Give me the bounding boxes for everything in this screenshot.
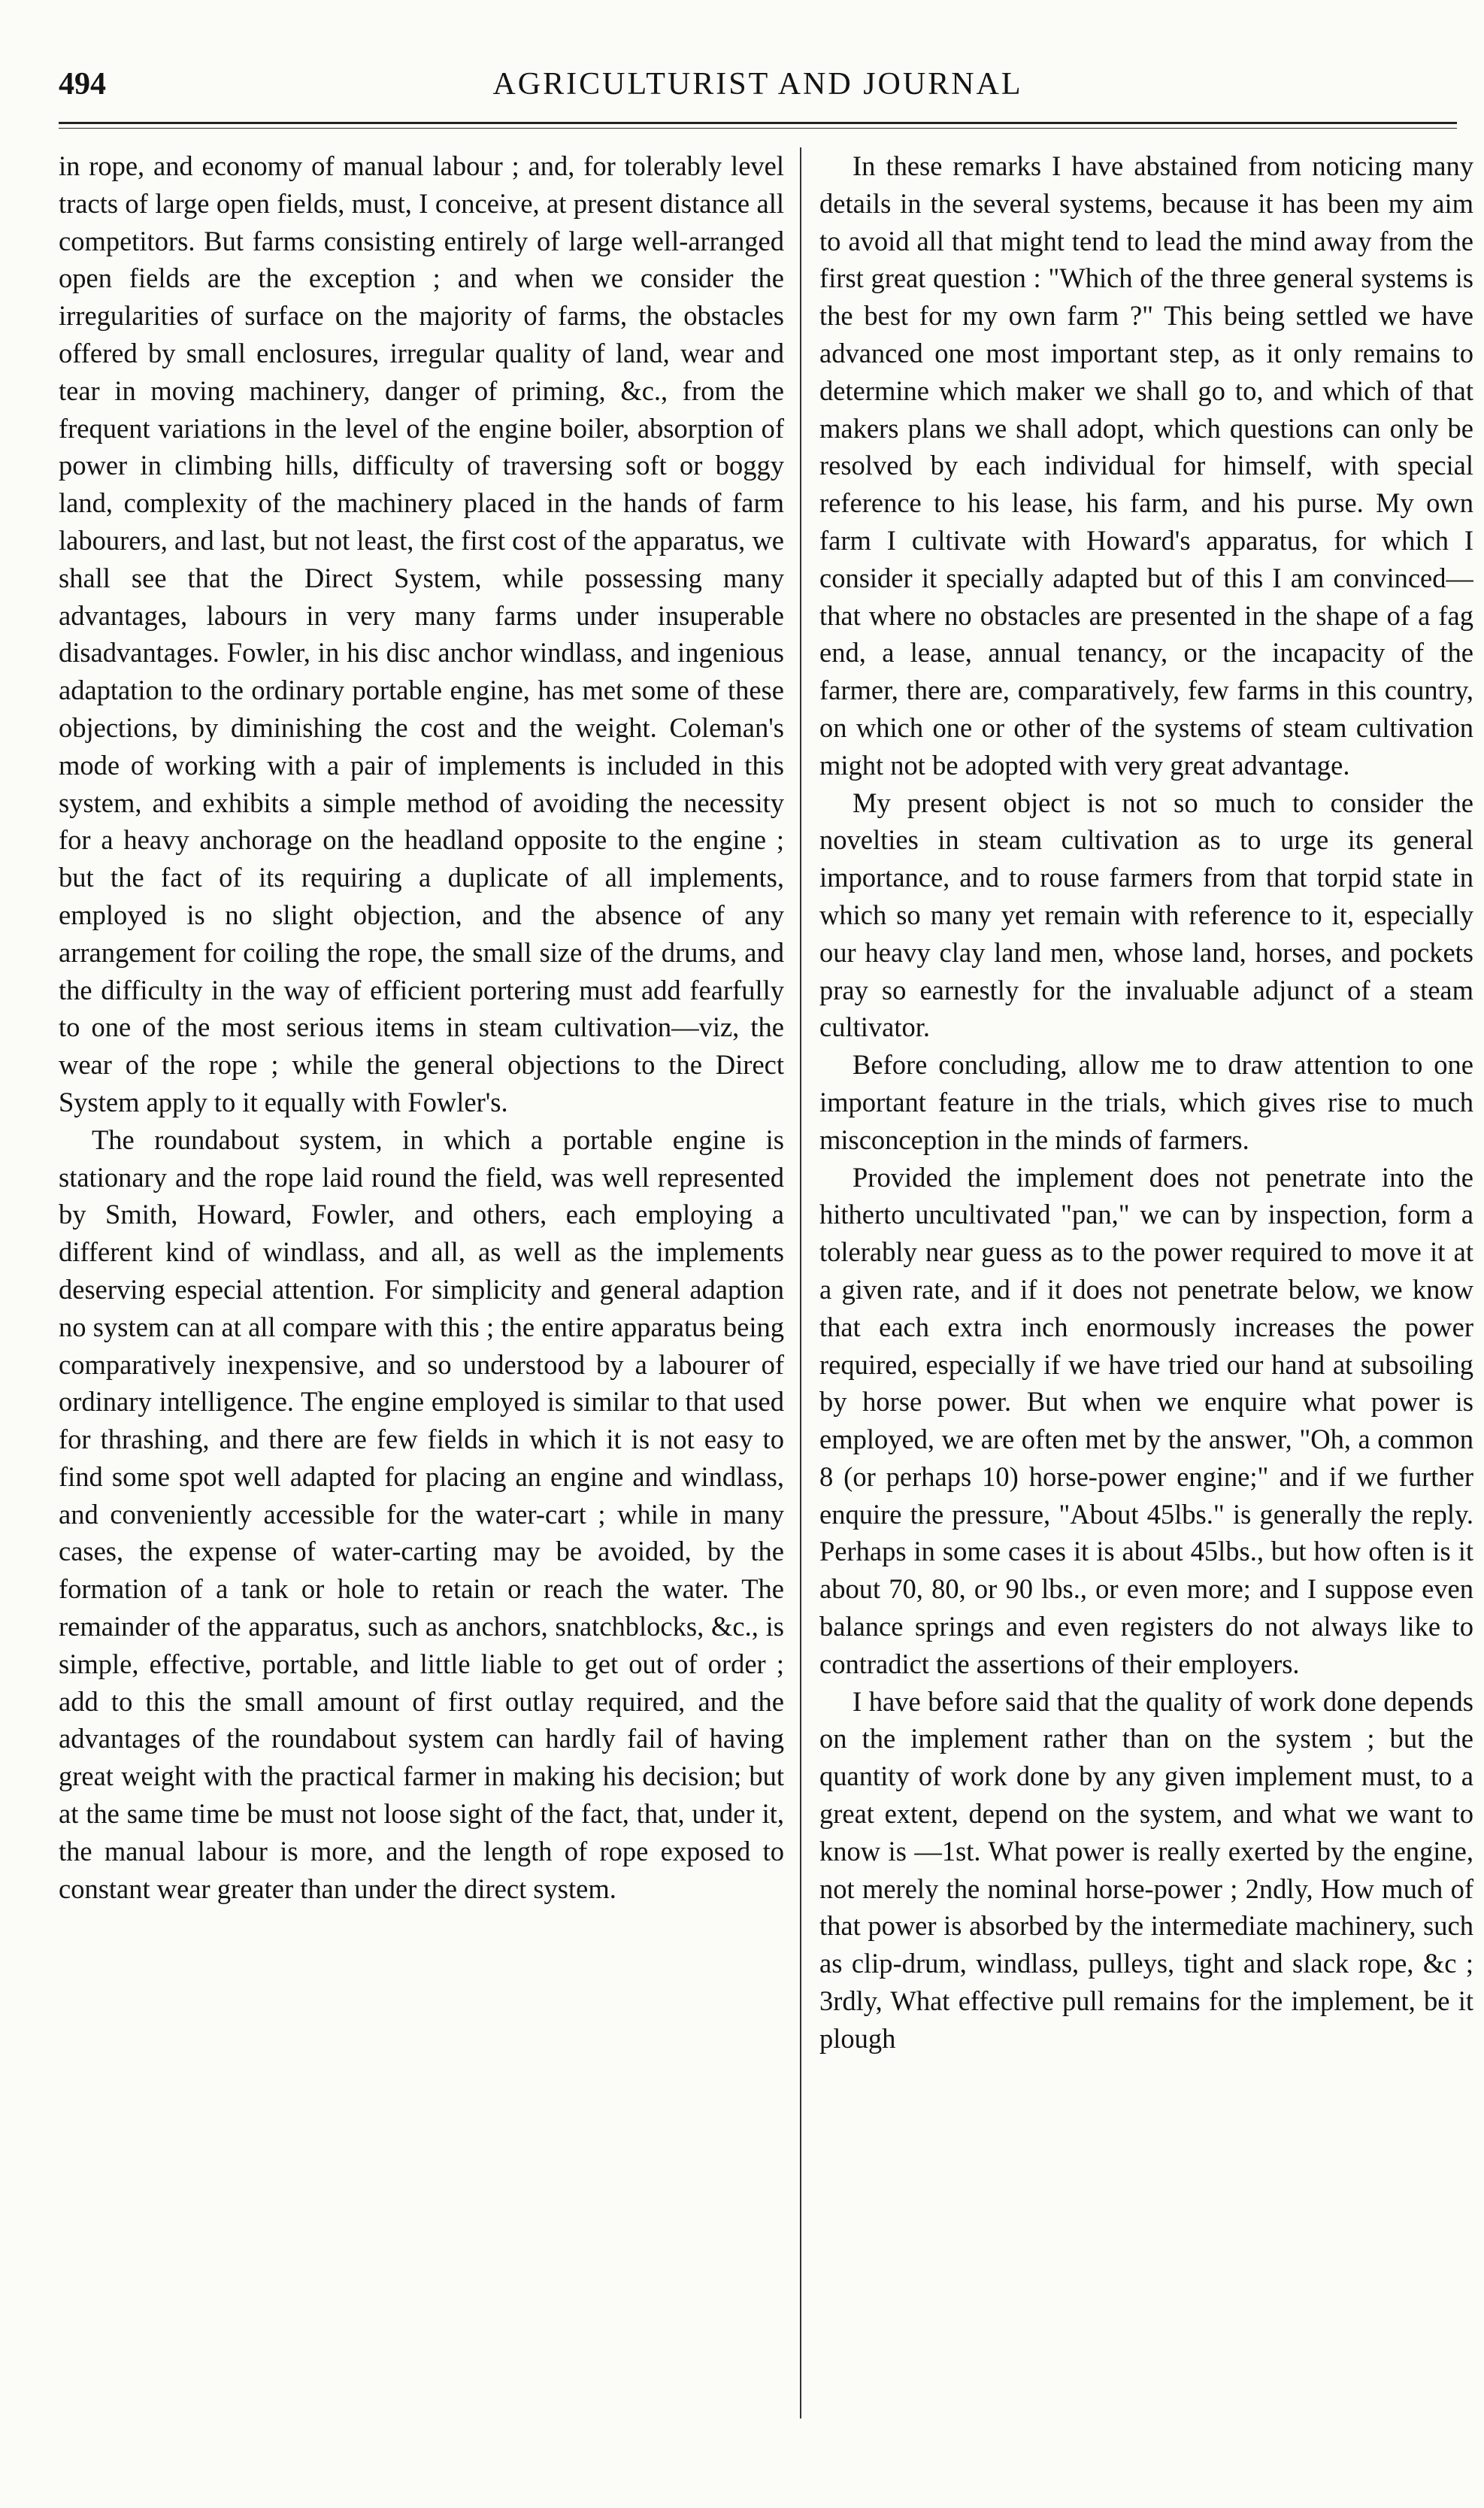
right-paragraph-4: Provided the implement does not penetrate into the hitherto uncultivated "pan," we can by inspection, form a tolerably near guess as to the power required to move it at a given rate, and if it does not penetrate below, we know that each extra inch enormously increases the power required, especially if we have tried our hand at subsoiling by horse power. But when we enquire what power is employed, we are often met by the answer, "Oh, a common 8 (or perhaps 10) horse-power engine;" and if we further enquire the pressure, "About 45lbs." is generally the reply. Perhaps in some cases it is about 45lbs., but how often is it about 70, 80, or 90 lbs., or even more; and I suppose even balance springs and even registers do not always like to contradict the assertions of their employers. (819, 1161, 1473, 1679)
right-paragraph-1: In these remarks I have abstained from noticing many details in the several systems, because it has been my aim to avoid all that might tend to lead the mind away from the first great question : "Which of the three general systems is the best for my own farm ?" This being settled we have advanced one most important step, as it only remains to determine which maker we shall go to, and which of that makers plans we shall adopt, which questions can only be resolved by each individual for himself, with special reference to his lease, his farm, and his purse. My own farm I cultivate with Howard's apparatus, for which I consider it specially adapted but of this I am convinced—that where no obstacles are presented in the shape of a fag end, a lease, annual tenancy, or the incapacity of the farmer, there are, comparatively, few farms in this country, on which one or other of the systems of steam cultivation might not be adopted with very great advantage. (819, 150, 1473, 781)
right-paragraph-3: Before concluding, allow me to draw attention to one important feature in the trials, which gives rise to much misconception in the minds of farmers. (819, 1049, 1473, 1155)
right-paragraph-5: I have before said that the quality of work done depends on the implement rather than on the system ; but the quantity of work done by any given implement must, to a great extent, depend on the system, and what we want to know is —1st. What power is really exerted by the engine, not merely the nominal horse-power ; 2ndly, How much of that power is absorbed by the intermediate machinery, such as clip-drum, windlass, pulleys, tight and slack rope, &c ; 3rdly, What effective pull remains for the implement, be it plough (819, 1685, 1473, 2054)
column-divider (800, 147, 801, 2419)
page-header (59, 66, 1457, 111)
header-rule-thin (59, 128, 1457, 129)
page-number: 494 (59, 67, 106, 102)
running-head: AGRICULTURIST AND JOURNAL (492, 67, 1023, 102)
left-column (59, 147, 784, 2426)
left-paragraph-1: in rope, and economy of manual labour ; and, for tolerably level tracts of large open fields, must, I conceive, at present distance all competitors. But farms consisting entirely of large well-arranged open fields are the exception ; and when we consider the irregularities of surface on the majority of farms, the obstacles offered by small enclosures, irregular quality of land, wear and tear in moving machinery, danger of priming, &c., from the frequent variations in the level of the engine boiler, absorption of power in climbing hills, difficulty of traversing soft or boggy land, complexity of the machinery placed in the hands of farm labourers, and last, but not least, the first cost of the apparatus, we shall see that the Direct System, while possessing many advantages, labours in very many farms under insuperable disadvantages. Fowler, in his disc anchor windlass, and ingenious adaptation to the ordinary portable engine, has met some of these objections, by diminishing the cost and the weight. Coleman's mode of working with a pair of implements is included in this system, and exhibits a simple method of avoiding the necessity for a heavy anchorage on the headland opposite to the engine ; but the fact of its requiring a duplicate of all implements, employed is no slight objection, and the absence of any arrangement for coiling the rope, the small size of the drums, and the difficulty in the way of efficient portering must add fearfully to one of the most serious items in steam cultivation—viz, the wear of the rope ; while the general objections to the Direct System apply to it equally with Fowler's. (59, 150, 784, 1118)
right-column (819, 147, 1473, 2426)
left-paragraph-2: The roundabout system, in which a portable engine is stationary and the rope laid round the field, was well represented by Smith, Howard, Fowler, and others, each employing a different kind of windlass, and all, as well as the implements deserving especial attention. For simplicity and general adaption no system can at all compare with this ; the entire apparatus being comparatively inexpensive, and so understood by a labourer of ordinary intelligence. The engine employed is similar to that used for thrashing, and there are few fields in which it is not easy to find some spot well adapted for placing an engine and windlass, and conveniently accessible for the water-cart ; while in many cases, the expense of water-carting may be avoided, by the formation of a tank or hole to retain or reach the water. The remainder of the apparatus, such as anchors, snatchblocks, &c., is simple, effective, portable, and little liable to get out of order ; add to this the small amount of first outlay required, and the advantages of the roundabout system can hardly fail of having great weight with the practical farmer in making his decision; but at the same time be must not loose sight of the fact, that, under it, the manual labour is more, and the length of rope exposed to constant wear greater than under the direct system. (59, 1124, 784, 1904)
right-paragraph-2: My present object is not so much to consider the novelties in steam cultivation as to urge its general importance, and to rouse farmers from that torpid state in which so many yet remain with reference to it, especially our heavy clay land men, whose land, horses, and pockets pray so earnestly for the invaluable adjunct of a steam cultivator. (819, 787, 1473, 1043)
header-rule (59, 122, 1457, 124)
